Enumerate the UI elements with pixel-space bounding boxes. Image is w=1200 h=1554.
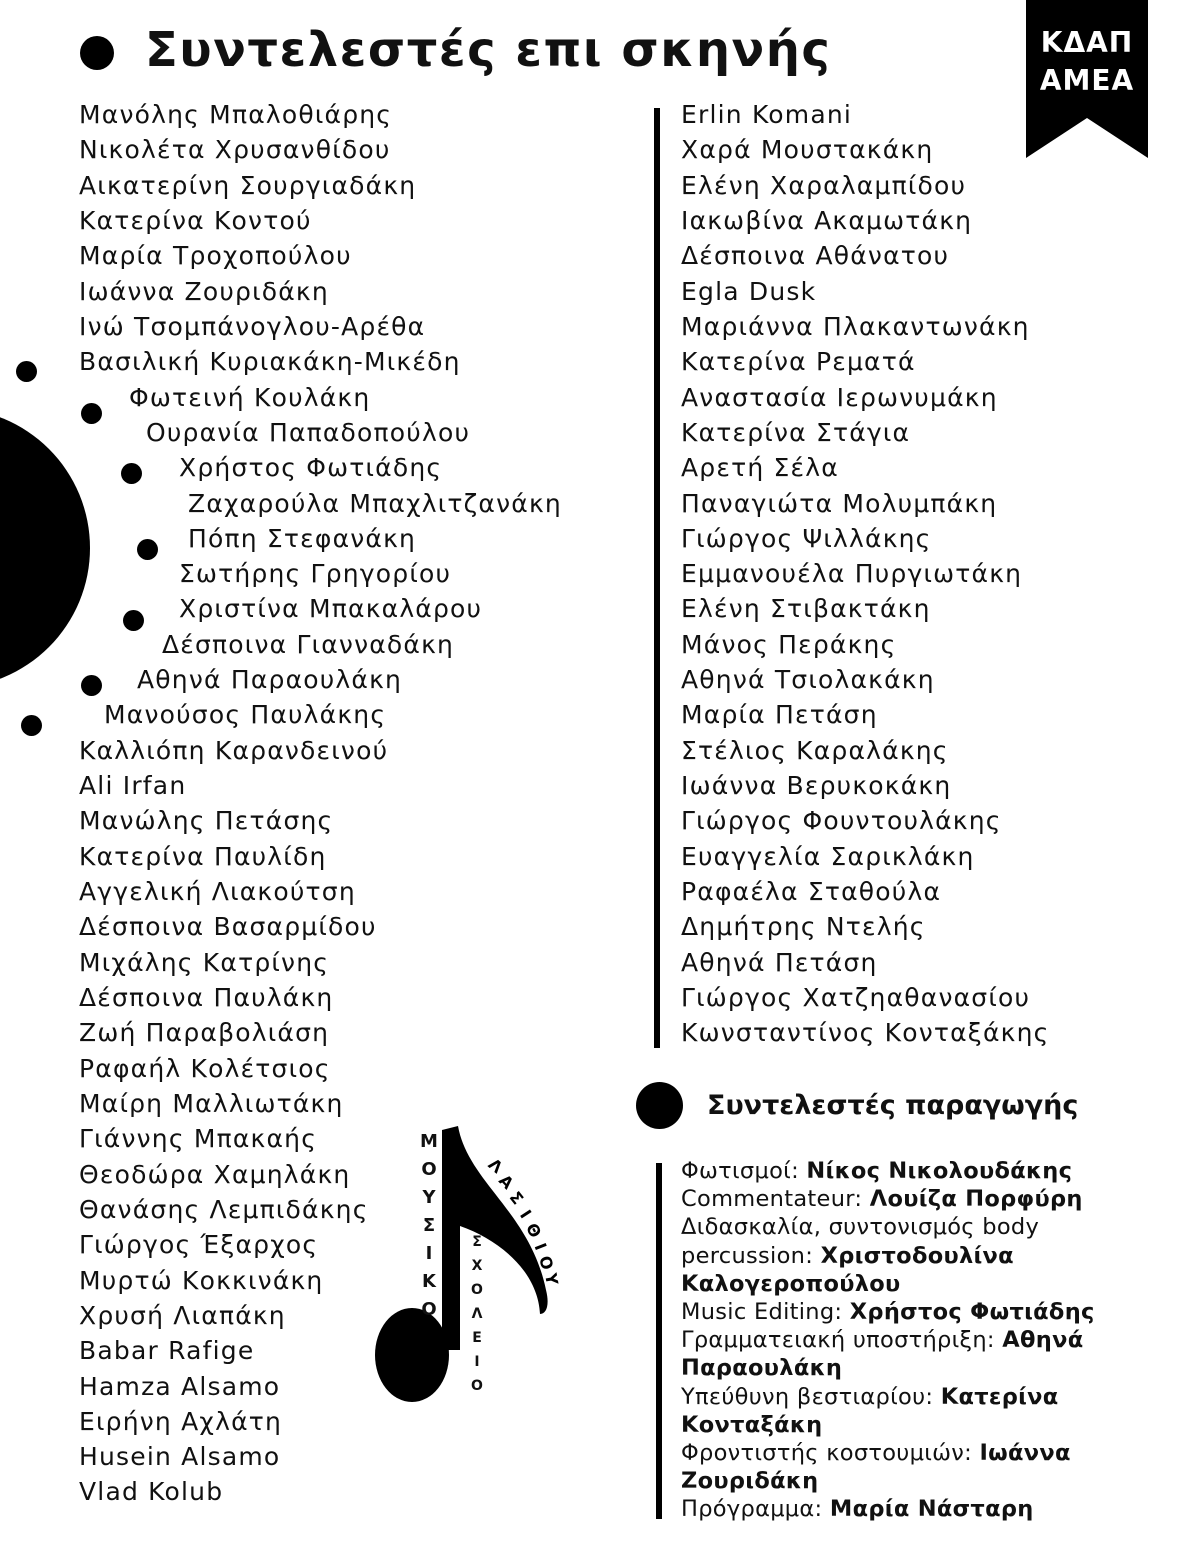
cast-name: Erlin Komani [681,100,853,129]
cast-name: Κατερίνα Στάγια [681,418,911,447]
badge-line-2: ΑΜΕΑ [1039,64,1135,97]
svg-text:Ι: Ι [530,1240,551,1253]
cast-name: Ελένη Στιβακτάκη [681,594,931,623]
cast-name: Κατερίνα Παυλίδη [79,842,327,871]
title-bullet-icon [80,36,114,70]
credit-name: Αθηνά [1002,1327,1084,1354]
credit-name: Νίκος Νικολουδάκης [806,1158,1073,1184]
cast-name: Γιώργος Χατζηαθανασίου [681,983,1031,1012]
cast-name: Ραφαέλα Σταθούλα [681,877,942,906]
music-school-logo [370,1122,570,1422]
credit-role: percussion: [681,1242,821,1269]
cast-name: Δέσποινα Γιανναδάκη [162,630,455,659]
cast-name: Ραφαήλ Κολέτσιος [79,1054,331,1083]
cast-name: Θεοδώρα Χαμηλάκη [79,1160,351,1189]
cast-name: Αθηνά Τσιολακάκη [681,665,935,694]
cast-name: Κωνσταντίνος Κονταξάκης [681,1018,1050,1047]
cast-name: Σωτήρης Γρηγορίου [179,559,452,588]
credit-role: Πρόγραμμα: [681,1496,830,1523]
credit-role: Commentateur: [681,1186,870,1213]
cast-name: Hamza Alsamo [79,1372,281,1401]
credit-name: Παραουλάκη [681,1355,843,1382]
credit-name: Ιωάννα [979,1440,1071,1467]
cast-name: Φωτεινή Κουλάκη [129,383,371,412]
credit-name: Κατερίνα [940,1383,1059,1410]
cast-name: Μαρία Πετάση [681,700,878,729]
credit-name: Λουίζα Πορφύρη [869,1186,1083,1213]
credit-name: Κονταξάκη [681,1411,823,1438]
cast-name: Μιχάλης Κατρίνης [79,948,330,977]
svg-text:Α: Α [495,1170,518,1193]
cast-name: Χρυσή Λιαπάκη [79,1301,286,1330]
production-bullet-icon [636,1082,683,1129]
cast-name: Νικολέτα Χρυσανθίδου [79,135,391,164]
cast-name: Μαρία Τροχοπούλου [79,241,352,270]
svg-text:Σ: Σ [505,1187,528,1209]
cast-name: Μαριάννα Πλακαντωνάκη [681,312,1030,341]
cast-name: Μαίρη Μαλλιωτάκη [79,1089,344,1118]
badge-line-1: ΚΔΑΠ [1040,26,1134,59]
logo-text-lasithiou [370,1122,570,1422]
cast-name: Κατερίνα Κοντού [79,206,312,235]
svg-text:Ι: Ι [516,1206,536,1222]
production-credits [681,1157,1121,1524]
logo-text-mousiko: Μ Ο Υ Σ Ι Κ Ο [420,1131,438,1320]
cast-name: Ειρήνη Αχλάτη [79,1407,283,1436]
cast-name: Εμμανουέλα Πυργιωτάκη [681,559,1023,588]
cast-name: Αρετή Σέλα [681,453,839,482]
cast-name: Παναγιώτα Μολυμπάκη [681,489,998,518]
svg-text:Υ: Υ [541,1271,562,1287]
cast-name: Πόπη Στεφανάκη [188,524,417,553]
credit-role: Φροντιστής κοστουμιών: [681,1440,980,1467]
credit-name: Καλογεροπούλου [681,1270,901,1297]
cast-name: Βασιλική Κυριακάκη-Μικέδη [79,347,461,376]
cast-name: Γιώργος Ψιλλάκης [681,524,932,553]
cast-name: Ευαγγελία Σαρικλάκη [681,842,975,871]
decorative-dot-icon [81,403,102,424]
cast-name: Γιάννης Μπακαής [79,1124,318,1153]
svg-text:Λ: Λ [484,1154,507,1178]
svg-text:Ο: Ο [535,1253,558,1272]
cast-name: Αθηνά Παραουλάκη [137,665,403,694]
cast-name: Αγγελική Λιακούτση [79,877,356,906]
cast-name: Μανώλης Πετάσης [79,806,334,835]
cast-name: Ιωάννα Βερυκοκάκη [681,771,952,800]
decorative-dot-icon [137,539,158,560]
cast-name: Στέλιος Καραλάκης [681,736,949,765]
cast-name: Θανάσης Λεμπιδάκης [79,1195,369,1224]
production-title: Συντελεστές παραγωγής [707,1090,1079,1121]
cast-name: Αικατερίνη Σουργιαδάκη [79,171,417,200]
cast-name: Ιωάννα Ζουριδάκη [79,277,329,306]
cast-name: Ελένη Χαραλαμπίδου [681,171,967,200]
cast-name: Babar Rafige [79,1336,255,1365]
credit-name: Μαρία Νάσταρη [829,1496,1034,1523]
cast-name: Γιώργος Έξαρχος [79,1230,319,1259]
svg-text:Θ: Θ [522,1220,546,1241]
cast-name: Μάνος Περάκης [681,630,897,659]
cast-name: Husein Alsamo [79,1442,281,1471]
credit-role: Music Editing: [681,1299,850,1326]
decorative-dot-icon [121,463,142,484]
decorative-dot-icon [16,361,37,382]
cast-name: Ζαχαρούλα Μπαχλιτζανάκη [188,489,562,518]
cast-name: Αθηνά Πετάση [681,948,878,977]
credit-role: Φωτισμοί: [681,1158,807,1184]
cast-name: Ζωή Παραβολιάση [79,1018,330,1047]
decorative-half-circle-icon [0,408,90,688]
column-divider [654,108,660,1048]
cast-name: Δέσποινα Αθάνατου [681,241,950,270]
cast-name: Ουρανία Παπαδοπούλου [146,418,471,447]
cast-name: Δέσποινα Βασαρμίδου [79,912,377,941]
credit-role: Υπεύθυνη βεστιαρίου: [681,1383,941,1410]
page-title: Συντελεστές επι σκηνής [145,22,832,78]
production-divider [656,1163,662,1519]
credit-name: Χριστοδουλίνα [820,1242,1014,1269]
cast-name: Γιώργος Φουντουλάκης [681,806,1002,835]
decorative-dot-icon [81,675,102,696]
cast-name: Ali Irfan [79,771,187,800]
credit-role: Γραμματειακή υποστήριξη: [681,1327,1003,1354]
cast-name: Egla Dusk [681,277,817,306]
cast-name: Καλλιόπη Καρανδεινού [79,736,389,765]
cast-name: Κατερίνα Ρεματά [681,347,916,376]
cast-name: Ινώ Τσομπάνογλου-Αρέθα [79,312,426,341]
cast-name: Χρήστος Φωτιάδης [179,453,443,482]
credit-name: Ζουριδάκη [681,1468,819,1495]
cast-name: Χαρά Μουστακάκη [681,135,934,164]
cast-name: Vlad Kolub [79,1477,224,1506]
cast-name: Μανούσος Παυλάκης [104,700,387,729]
cast-name: Δημήτρης Ντελής [681,912,926,941]
decorative-dot-icon [123,610,144,631]
cast-name: Μανόλης Μπαλοθιάρης [79,100,393,129]
credit-name: Χρήστος Φωτιάδης [849,1299,1095,1326]
cast-name: Χριστίνα Μπακαλάρου [179,594,483,623]
cast-name: Αναστασία Ιερωνυμάκη [681,383,998,412]
decorative-dot-icon [21,715,42,736]
cast-name: Δέσποινα Παυλάκη [79,983,334,1012]
logo-text-scholeio: Σ Χ Ο Λ Ε Ι Ο [471,1234,483,1394]
credit-role: Διδασκαλία, συντονισμός body [681,1214,1040,1241]
cast-name: Μυρτώ Κοκκινάκη [79,1266,324,1295]
cast-name: Ιακωβίνα Ακαμωτάκη [681,206,973,235]
